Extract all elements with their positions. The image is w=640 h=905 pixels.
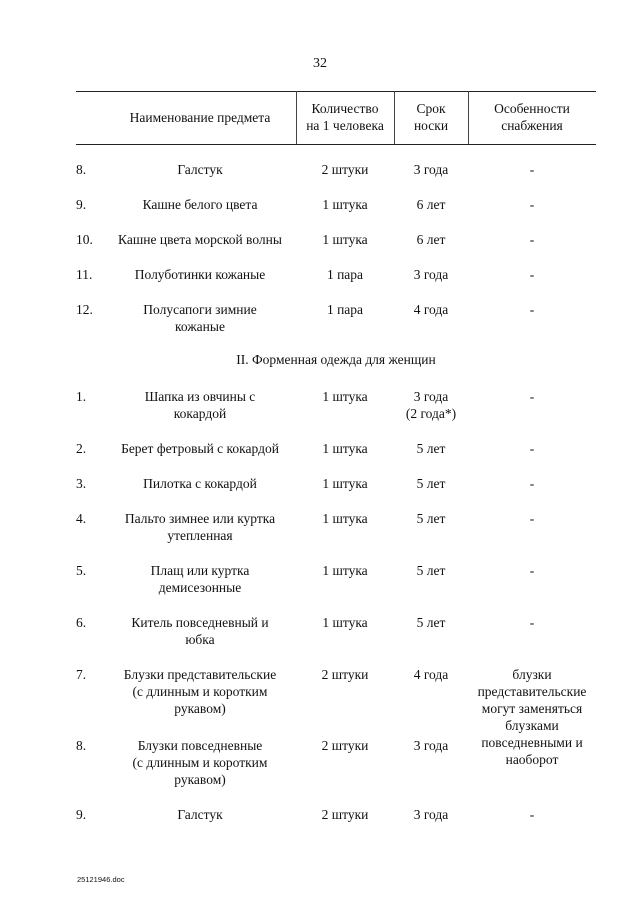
- row-item-name-line: Плащ или куртка: [150, 563, 250, 578]
- row-supply-note: -: [529, 232, 535, 247]
- header-qty: [296, 100, 394, 134]
- row-quantity: 2 штуки: [321, 738, 369, 753]
- merged-supply-note-line: блузки: [512, 667, 552, 682]
- row-supply-note: -: [529, 563, 535, 578]
- row-item-name-line: рукавом): [174, 701, 226, 716]
- row-term-line: (2 года*): [405, 406, 457, 421]
- header-qty-line-1: Количество: [311, 101, 379, 116]
- row-term: [394, 196, 468, 213]
- row-number: 10.: [76, 232, 93, 247]
- row-quantity: 2 штуки: [321, 162, 369, 177]
- row-term: [394, 806, 468, 823]
- row-term: [394, 614, 468, 631]
- row-item-name-line: Блузки представительские: [123, 667, 277, 682]
- row-number: 8.: [76, 162, 87, 177]
- row-item-name-line: юбка: [185, 632, 215, 647]
- row-term: [394, 666, 468, 683]
- row-term: [394, 161, 468, 178]
- header-term-line-1: Срок: [416, 101, 446, 116]
- row-item-name-line: Полусапоги зимние: [143, 302, 257, 317]
- row-term-line: 5 лет: [416, 441, 446, 456]
- row-item-name-line: демисезонные: [158, 580, 242, 595]
- row-term-line: 4 года: [413, 667, 449, 682]
- row-item-name: [104, 440, 296, 457]
- row-term-line: 3 года: [413, 389, 449, 404]
- row-quantity: 2 штуки: [321, 667, 369, 682]
- row-item-name-line: Галстук: [177, 162, 223, 177]
- row-term: [394, 266, 468, 283]
- header-spec-line-2: снабжения: [501, 118, 563, 133]
- row-item-name-line: Шапка из овчины с: [144, 389, 256, 404]
- merged-supply-note: [468, 666, 596, 768]
- row-item-name: [104, 806, 296, 823]
- merged-supply-note-line: блузками: [505, 718, 559, 733]
- row-item-name: [104, 161, 296, 178]
- row-quantity: 1 штука: [322, 511, 368, 526]
- row-number: 5.: [76, 563, 87, 578]
- row-item-name-line: Галстук: [177, 807, 223, 822]
- row-term-line: 6 лет: [416, 197, 446, 212]
- row-term-line: 5 лет: [416, 615, 446, 630]
- header-spec: [468, 100, 596, 134]
- page-number: 32: [313, 56, 327, 71]
- row-item-name-line: Кашне белого цвета: [142, 197, 258, 212]
- row-term: [394, 562, 468, 579]
- row-supply-note: -: [529, 511, 535, 526]
- row-item-name: [104, 388, 296, 422]
- row-supply-note: -: [529, 267, 535, 282]
- row-term: [394, 475, 468, 492]
- table-top-rule: [76, 91, 596, 92]
- row-supply-note: -: [529, 389, 535, 404]
- row-quantity: 1 пара: [326, 302, 364, 317]
- row-quantity: 2 штуки: [321, 807, 369, 822]
- row-term-line: 3 года: [413, 162, 449, 177]
- row-item-name: [104, 266, 296, 283]
- row-number: 6.: [76, 615, 87, 630]
- merged-supply-note-line: повседневными и: [481, 735, 583, 750]
- row-item-name-line: утепленная: [167, 528, 233, 543]
- row-item-name: [104, 196, 296, 213]
- row-item-name-line: (с длинным и коротким: [132, 755, 268, 770]
- merged-supply-note-line: могут заменяться: [481, 701, 583, 716]
- row-item-name: [104, 737, 296, 788]
- row-number: 12.: [76, 302, 93, 317]
- merged-supply-note-line: представительские: [477, 684, 587, 699]
- row-quantity: 1 штука: [322, 615, 368, 630]
- row-item-name: [104, 475, 296, 492]
- row-quantity: 1 штука: [322, 563, 368, 578]
- row-item-name-line: Берет фетровый с кокардой: [121, 441, 279, 456]
- row-item-name-line: кожаные: [175, 319, 225, 334]
- row-item-name: [104, 231, 296, 248]
- row-item-name-line: кокардой: [173, 406, 227, 421]
- row-number: 7.: [76, 667, 87, 682]
- header-spec-line-1: Особенности: [494, 101, 570, 116]
- header-term-line-2: носки: [413, 118, 449, 133]
- row-quantity: 1 штука: [322, 232, 368, 247]
- row-term-line: 6 лет: [416, 232, 446, 247]
- row-item-name-line: Кашне цвета морской волны: [118, 232, 282, 247]
- row-term: [394, 388, 468, 422]
- row-term-line: 3 года: [413, 267, 449, 282]
- row-term-line: 5 лет: [416, 563, 446, 578]
- row-number: 11.: [76, 267, 93, 282]
- row-number: 9.: [76, 197, 87, 212]
- row-item-name-line: (с длинным и коротким: [132, 684, 268, 699]
- row-number: 2.: [76, 441, 87, 456]
- section-title: II. Форменная одежда для женщин: [236, 352, 436, 367]
- header-qty-line-2: на 1 человека: [306, 118, 384, 133]
- row-term-line: 5 лет: [416, 476, 446, 491]
- row-item-name: [104, 510, 296, 544]
- row-number: 4.: [76, 511, 87, 526]
- row-term-line: 4 года: [413, 302, 449, 317]
- row-quantity: 1 штука: [322, 389, 368, 404]
- row-item-name-line: Пилотка с кокардой: [143, 476, 257, 491]
- row-item-name: [104, 562, 296, 596]
- row-quantity: 1 штука: [322, 476, 368, 491]
- row-quantity: 1 штука: [322, 197, 368, 212]
- row-quantity: 1 пара: [326, 267, 364, 282]
- row-supply-note: -: [529, 162, 535, 177]
- row-supply-note: -: [529, 302, 535, 317]
- row-supply-note: -: [529, 197, 535, 212]
- table-header-bottom-rule: [76, 144, 596, 145]
- row-term: [394, 301, 468, 318]
- row-number: 8.: [76, 738, 87, 753]
- row-supply-note: -: [529, 807, 535, 822]
- row-item-name-line: Полуботинки кожаные: [134, 267, 266, 282]
- header-name: Наименование предмета: [129, 110, 271, 125]
- header-term: [394, 100, 468, 134]
- row-item-name-line: рукавом): [174, 772, 226, 787]
- row-item-name-line: Блузки повседневные: [137, 738, 263, 753]
- row-supply-note: -: [529, 476, 535, 491]
- row-item-name-line: Пальто зимнее или куртка: [124, 511, 276, 526]
- row-term: [394, 440, 468, 457]
- row-item-name: [104, 614, 296, 648]
- row-term: [394, 510, 468, 527]
- row-term-line: 3 года: [413, 807, 449, 822]
- row-term-line: 5 лет: [416, 511, 446, 526]
- row-term-line: 3 года: [413, 738, 449, 753]
- row-number: 9.: [76, 807, 87, 822]
- merged-supply-note-line: наоборот: [505, 752, 559, 767]
- footer-file-name: 25121946.doc: [77, 875, 125, 884]
- row-quantity: 1 штука: [322, 441, 368, 456]
- row-term: [394, 231, 468, 248]
- row-term: [394, 737, 468, 754]
- row-item-name-line: Китель повседневный и: [131, 615, 269, 630]
- row-number: 1.: [76, 389, 87, 404]
- row-supply-note: -: [529, 615, 535, 630]
- row-supply-note: -: [529, 441, 535, 456]
- row-number: 3.: [76, 476, 87, 491]
- row-item-name: [104, 301, 296, 335]
- row-item-name: [104, 666, 296, 717]
